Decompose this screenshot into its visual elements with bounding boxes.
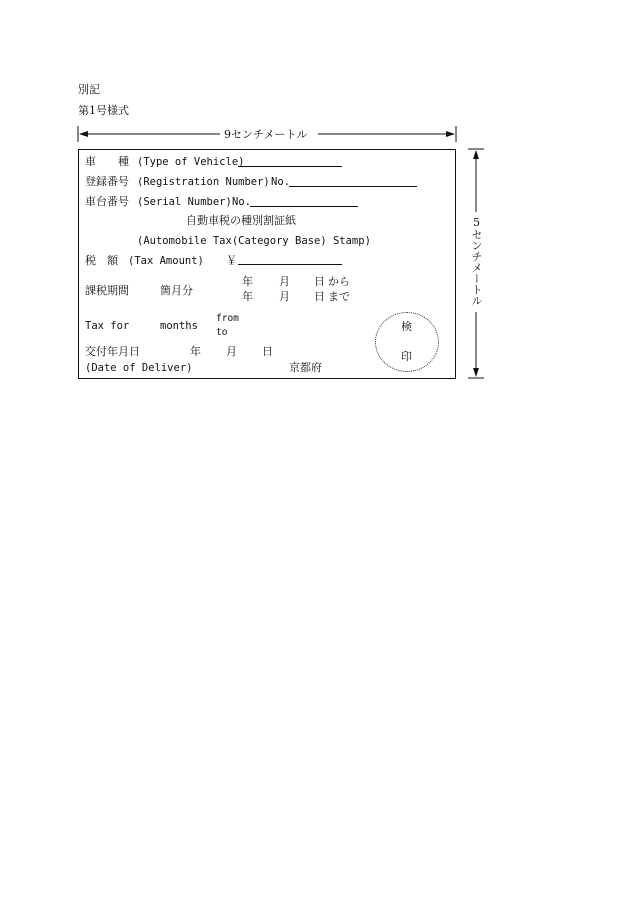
period-from-suffix: から <box>328 275 350 288</box>
width-dimension-label: 9センチメートル <box>224 128 308 141</box>
form-number-label: 第1号様式 <box>78 104 129 117</box>
tax-period-label: 課税期間 <box>85 284 129 297</box>
period-to-month: 月 <box>279 290 290 303</box>
tax-amount-label-en: (Tax Amount) <box>128 255 204 267</box>
vehicle-type-blank <box>238 166 342 167</box>
period-from-day: 日 <box>314 275 325 288</box>
delivery-date-label-jp: 交付年月日 <box>85 345 140 358</box>
registration-number-label-jp: 登録番号 <box>85 175 129 188</box>
seal-char-bottom: 印 <box>401 350 412 363</box>
registration-number-blank <box>289 186 417 187</box>
vehicle-type-label-en: (Type of Vehicle) <box>137 156 245 168</box>
tax-for-to-label: to <box>216 327 228 338</box>
seal-char-top: 検 <box>401 320 412 333</box>
tax-for-months-label: months <box>160 320 198 332</box>
issuer-name: 京都府 <box>289 361 322 374</box>
period-to-day: 日 <box>314 290 325 303</box>
yen-symbol: ￥ <box>226 254 237 267</box>
tax-for-label: Tax for <box>85 320 130 332</box>
registration-number-label-en: (Registration Number) <box>137 176 270 188</box>
period-from-month: 月 <box>279 275 290 288</box>
stamp-title-en: (Automobile Tax(Category Base) Stamp) <box>137 235 371 247</box>
delivery-day: 日 <box>262 345 273 358</box>
tax-amount-label-jp: 税 額 <box>85 254 118 267</box>
serial-number-label-en: (Serial Number) <box>137 196 232 208</box>
delivery-month: 月 <box>226 345 237 358</box>
serial-number-label-jp: 車台番号 <box>85 195 129 208</box>
period-from-year: 年 <box>242 275 253 288</box>
stamp-title-jp: 自動車税の種別割証紙 <box>186 214 296 227</box>
serial-number-prefix: No. <box>232 196 251 208</box>
appendix-label: 別記 <box>78 83 100 96</box>
registration-number-prefix: No. <box>271 176 290 188</box>
delivery-year: 年 <box>190 345 201 358</box>
vehicle-type-label-jp: 車 種 <box>85 155 129 168</box>
tax-for-from-label: from <box>216 313 239 324</box>
serial-number-blank <box>250 206 358 207</box>
period-to-year: 年 <box>242 290 253 303</box>
delivery-date-label-en: (Date of Deliver) <box>85 362 193 374</box>
height-dimension-label: 5センチメートル <box>470 216 483 306</box>
tax-period-months-label: 箇月分 <box>160 284 193 297</box>
tax-amount-blank <box>238 264 342 265</box>
period-to-suffix: まで <box>328 290 350 303</box>
